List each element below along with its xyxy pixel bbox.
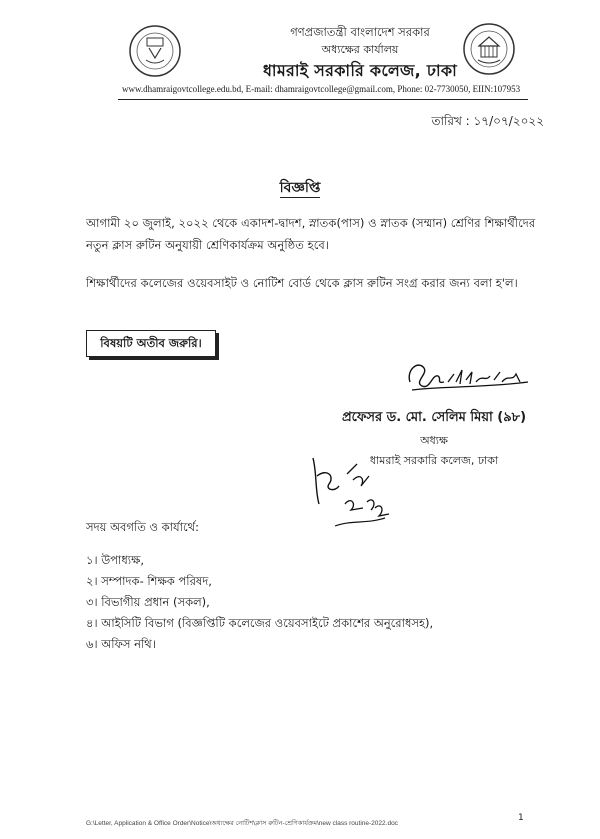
government-name: গণপ্রজাতন্ত্রী বাংলাদেশ সরকার [290,25,430,39]
cc-list-item: ১। উপাধ্যক্ষ, [86,553,145,567]
signatory-position: অধ্যক্ষ [420,434,448,447]
page-number: 1 [518,813,524,823]
notice-paragraph-1: আগামী ২০ জুলাই, ২০২২ থেকে একাদশ-দ্বাদশ, স্নাতক(পাস) ও স্নাতক (সম্মান) শ্রেণির শিক্ষার্থীদের নতুন ক্লাস রুটিন অনুযায়ী শ্রেণিকার্যক্রম অনুষ্ঠিত হবে। [86,216,536,252]
principal-signature [402,352,532,398]
cc-label: সদয় অবগতি ও কার্যার্থে: [86,520,199,534]
notice-title [0,176,600,200]
file-path-footer: G:\Letter, Application & Office Order\Notice\অধ্যক্ষের নোটিশ\ক্লাস রুটিন-শ্রেণিকার্যক্রম\new class routine-2022.doc [86,820,398,827]
signatory-institution: ধামরাই সরকারি কলেজ, ঢাকা [369,454,499,467]
cc-list-item: ৬। অফিস নথি। [86,637,156,651]
notice-paragraph-2: শিক্ষার্থীদের কলেজের ওয়েবসাইট ও নোটিশ বোর্ড থেকে ক্লাস রুটিন সংগ্র করার জন্য বলা হ'ল। [86,276,518,290]
urgent-note-box: বিষয়টি অতীব জরুরি। [86,330,216,357]
handwritten-initials [305,446,395,534]
notice-date: তারিখ : ১৭/০৭/২০২২ [431,114,544,128]
cc-list-item: ৪। আইসিটি বিভাগ (বিজ্ঞপ্তিটি কলেজের ওয়েবসাইটে প্রকাশের অনুরোধসহ), [86,616,434,630]
signatory-name: প্রফেসর ড. মো. সেলিম মিয়া (৯৮) [341,410,527,425]
cc-list [86,550,433,655]
header-divider [118,99,528,100]
cc-list-item: ২। সম্পাদক- শিক্ষক পরিষদ, [86,574,212,588]
notice-title-text: বিজ্ঞপ্তি [279,180,321,196]
contact-info: www.dhamraigovtcollege.edu.bd, E-mail: dhamraigovtcollege@gmail.com, Phone: 02-7730050, EIIN:107953 [122,84,521,94]
cc-list-item: ৩। বিভাগীয় প্রধান (সকল), [86,595,210,609]
college-name: ধামরাই সরকারি কলেজ, ঢাকা [262,61,458,80]
office-name: অধ্যক্ষের কার্যালয় [321,43,399,56]
